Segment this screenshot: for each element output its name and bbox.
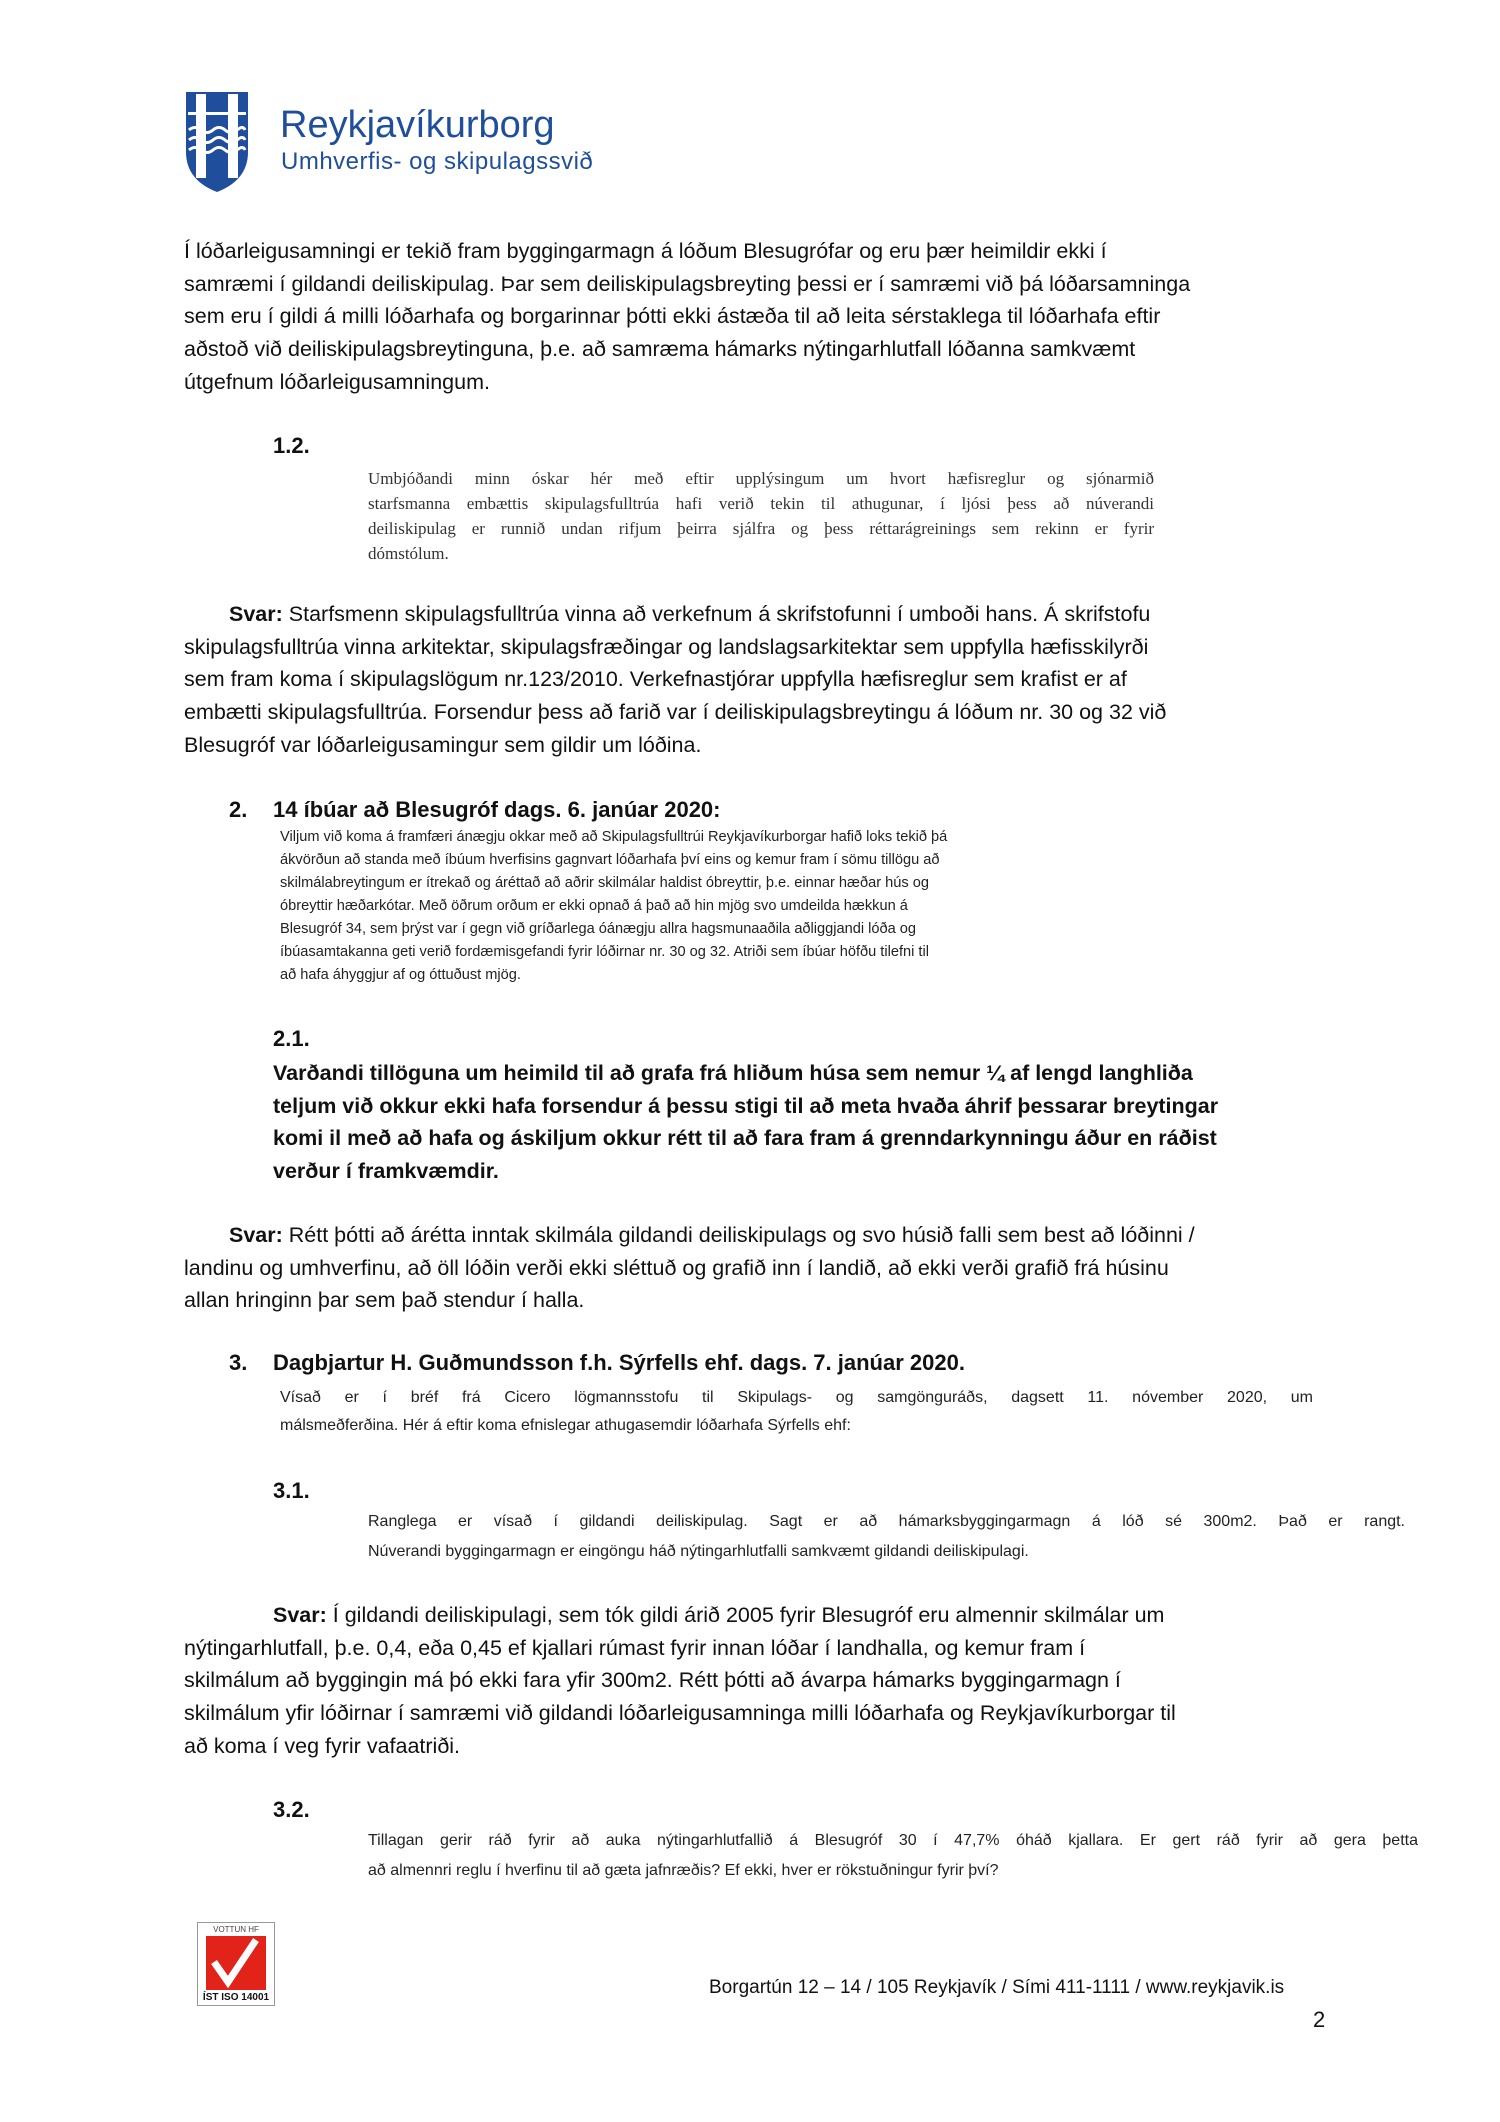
text-line: Viljum við koma á framfæri ánægju okkar með að Skipulagsfulltrúi Reykjavíkurborgar hafið loks tekið þá (280, 829, 948, 845)
text-line: að hafa áhyggjur af og óttuðust mjög. (280, 967, 521, 983)
department-name: Umhverfis- og skipulagssvið (281, 148, 594, 175)
answer-text: Starfsmenn skipulagsfulltrúa vinna að verkefnum á skrifstofunni í umboði hans. Á skrifstofu (282, 602, 1151, 626)
text-line (184, 1219, 1195, 1252)
text-line: sem fram koma í skipulagslögum nr.123/2010. Verkefnastjórar uppfylla hæfisreglur sem krafist er af (184, 667, 1127, 692)
section-1-2-answer (184, 598, 1166, 761)
text-line: Blesugróf var lóðarleigusamingur sem gildir um lóðina. (184, 732, 702, 757)
text-line: Umbjóðandi minn óskar hér með eftir upplýsingum um hvort hæfisreglur og sjónarmið (368, 469, 1154, 488)
answer-text: Í gildandi deiliskipulagi, sem tók gildi árið 2005 fyrir Blesugróf eru almennir skilmálar um (326, 1603, 1165, 1627)
text-line: embætti skipulagsfulltrúa. Forsendur þess að farið var í deiliskipulagsbreytingu á lóðum nr. 30 og 32 við (184, 700, 1167, 725)
text-line: skipulagsfulltrúa vinna arkitektar, skipulagsfræðingar og landslagsarkitektar sem uppfylla hæfisskilyrði (184, 634, 1149, 659)
text-line: komi il með að hafa og áskiljum okkur rétt til að fara fram á grenndarkynningu áður en ráðist (273, 1126, 1217, 1151)
text-line: verður í framkvæmdir. (273, 1159, 499, 1184)
text-line (184, 1599, 1176, 1632)
section-1-2-quote (368, 466, 1154, 566)
section-3-1-answer (184, 1599, 1176, 1762)
text-line: skilmálabreytingum er ítrekað og áréttað að aðrir skilmálar haldist óbreyttir, þ.e. einnar hæðar hús og (280, 875, 929, 891)
text-line: samræmi í gildandi deiliskipulag. Þar sem deiliskipulagsbreyting þessi er í samræmi við þá lóðarsamninga (184, 271, 1191, 296)
section-2-number: 2. (229, 797, 248, 822)
text-line: skilmálum yfir lóðirnar í samræmi við gildandi lóðarleigusamninga milli lóðarhafa og Reykjavíkurborgar til (184, 1701, 1176, 1726)
reykjavik-coat-of-arms-logo (184, 90, 250, 194)
text-line: óbreyttir hæðarkótar. Með öðrum orðum er ekki opnað á það að hin mjög svo umdeilda hækkun á (280, 898, 908, 914)
text-line: Núverandi byggingarmagn er eingöngu háð nýtingarhlutfalli samkvæmt gildandi deiliskipulagi. (368, 1543, 1029, 1560)
intro-paragraph (184, 235, 1190, 398)
iso-14001-certification-badge (197, 1922, 275, 2006)
footer-address: Borgartún 12 – 14 / 105 Reykjavík / Sími 411-1111 / www.reykjavik.is (709, 1977, 1285, 1998)
section-2-quote (280, 826, 1016, 987)
section-2-1-number: 2.1. (273, 1026, 310, 1051)
section-1-2-number: 1.2. (273, 433, 310, 458)
text-line: að koma í veg fyrir vafaatriði. (184, 1733, 461, 1758)
text-line: að almennri reglu í hverfinu til að gæta jafnræðis? Ef ekki, hver er rökstuðningur fyrir því? (368, 1862, 999, 1879)
section-3-1-number: 3.1. (273, 1478, 310, 1503)
section-3-quote (280, 1384, 1313, 1440)
text-line: allan hringinn þar sem það stendur í halla. (184, 1288, 585, 1313)
answer-label: Svar: (229, 1223, 283, 1247)
org-name: Reykjavíkurborg (280, 104, 555, 146)
answer-label: Svar: (273, 1603, 327, 1627)
iso-badge-top-text: VOTTUN HF (213, 1925, 259, 1934)
text-line: Varðandi tillöguna um heimild til að grafa frá hliðum húsa sem nemur ¼ af lengd langhliða (273, 1061, 1193, 1085)
text-line (184, 598, 1166, 631)
section-2-title: 14 íbúar að Blesugróf dags. 6. janúar 2020: (273, 797, 721, 822)
answer-label: Svar: (229, 602, 283, 626)
text-line: Ranglega er vísað í gildandi deiliskipulag. Sagt er að hámarksbyggingarmagn á lóð sé 300m2. Það er rangt. (368, 1513, 1405, 1530)
text-line: landinu og umhverfinu, að öll lóðin verði ekki sléttuð og grafið inn í landið, að ekki verði grafið frá húsinu (184, 1255, 1169, 1280)
text-line: starfsmanna embættis skipulagsfulltrúa hafi verið tekin til athugunar, í ljósi þess að núverandi (368, 494, 1154, 513)
iso-badge-bottom-text: ÍST ISO 14001 (202, 1992, 270, 2003)
text-line: ákvörðun að standa með íbúum hverfisins gagnvart lóðarhafa því eins og kemur fram í sömu tillögu að (280, 852, 940, 868)
section-3-1-quote (368, 1507, 1405, 1567)
section-3-title: Dagbjartur H. Guðmundsson f.h. Sýrfells ehf. dags. 7. janúar 2020. (273, 1350, 965, 1375)
checkmark-icon (206, 1936, 266, 1990)
text-line: aðstoð við deiliskipulagsbreytinguna, þ.e. að samræma hámarks nýtingarhlutfall lóðanna samkvæmt (184, 337, 1136, 362)
text-line: teljum við okkur ekki hafa forsendur á þessu stigi til að meta hvaða áhrif þessarar breytingar (273, 1093, 1219, 1118)
text-line: Vísað er í bréf frá Cicero lögmannsstofu til Skipulags- og samgönguráðs, dagsett 11. nóvember 2020, um (280, 1389, 1313, 1406)
section-2-1-bold-text (273, 1057, 1218, 1188)
text-line: málsmeðferðina. Hér á eftir koma efnislegar athugasemdir lóðarhafa Sýrfells ehf: (280, 1417, 851, 1434)
text-line: útgefnum lóðarleigusamningum. (184, 369, 490, 394)
text-line: skilmálum að byggingin má þó ekki fara yfir 300m2. Rétt þótti að ávarpa hámarks byggingarmagn í (184, 1668, 1121, 1693)
text-line: nýtingarhlutfall, þ.e. 0,4, eða 0,45 ef kjallari rúmast fyrir innan lóðar í landhalla, og kemur fram í (184, 1635, 1086, 1660)
text-line: dómstólum. (368, 544, 449, 563)
text-line: Í lóðarleigusamningi er tekið fram byggingarmagn á lóðum Blesugrófar og eru þær heimildir ekki í (184, 239, 1107, 263)
text-line: deiliskipulag er runnið undan rifjum þeirra sjálfra og þess réttarágreinings sem rekinn er fyrir (368, 519, 1154, 538)
page-number: 2 (1313, 2007, 1326, 2032)
text-line: sem eru í gildi á milli lóðarhafa og borgarinnar þótti ekki ástæða til að leita sérstaklega til lóðarhafa eftir (184, 304, 1161, 329)
text-line: Tillagan gerir ráð fyrir að auka nýtingarhlutfallið á Blesugróf 30 í 47,7% óháð kjallara. Er gert ráð fyrir að gera þetta (368, 1832, 1418, 1849)
text-line: íbúasamtakanna geti verið fordæmisgefandi fyrir lóðirnar nr. 30 og 32. Atriði sem íbúar höfðu tilefni til (280, 944, 929, 960)
section-3-2-quote (368, 1826, 1418, 1886)
section-3-2-number: 3.2. (273, 1797, 310, 1822)
answer-text: Rétt þótti að árétta inntak skilmála gildandi deiliskipulags og svo húsið falli sem best að lóðinni / (282, 1223, 1195, 1247)
section-2-1-answer (184, 1219, 1195, 1317)
section-3-number: 3. (229, 1350, 248, 1375)
text-line: Blesugróf 34, sem þrýst var í gegn við gríðarlega óánægju allra hagsmunaaðila aðliggjandi lóða og (280, 921, 917, 937)
